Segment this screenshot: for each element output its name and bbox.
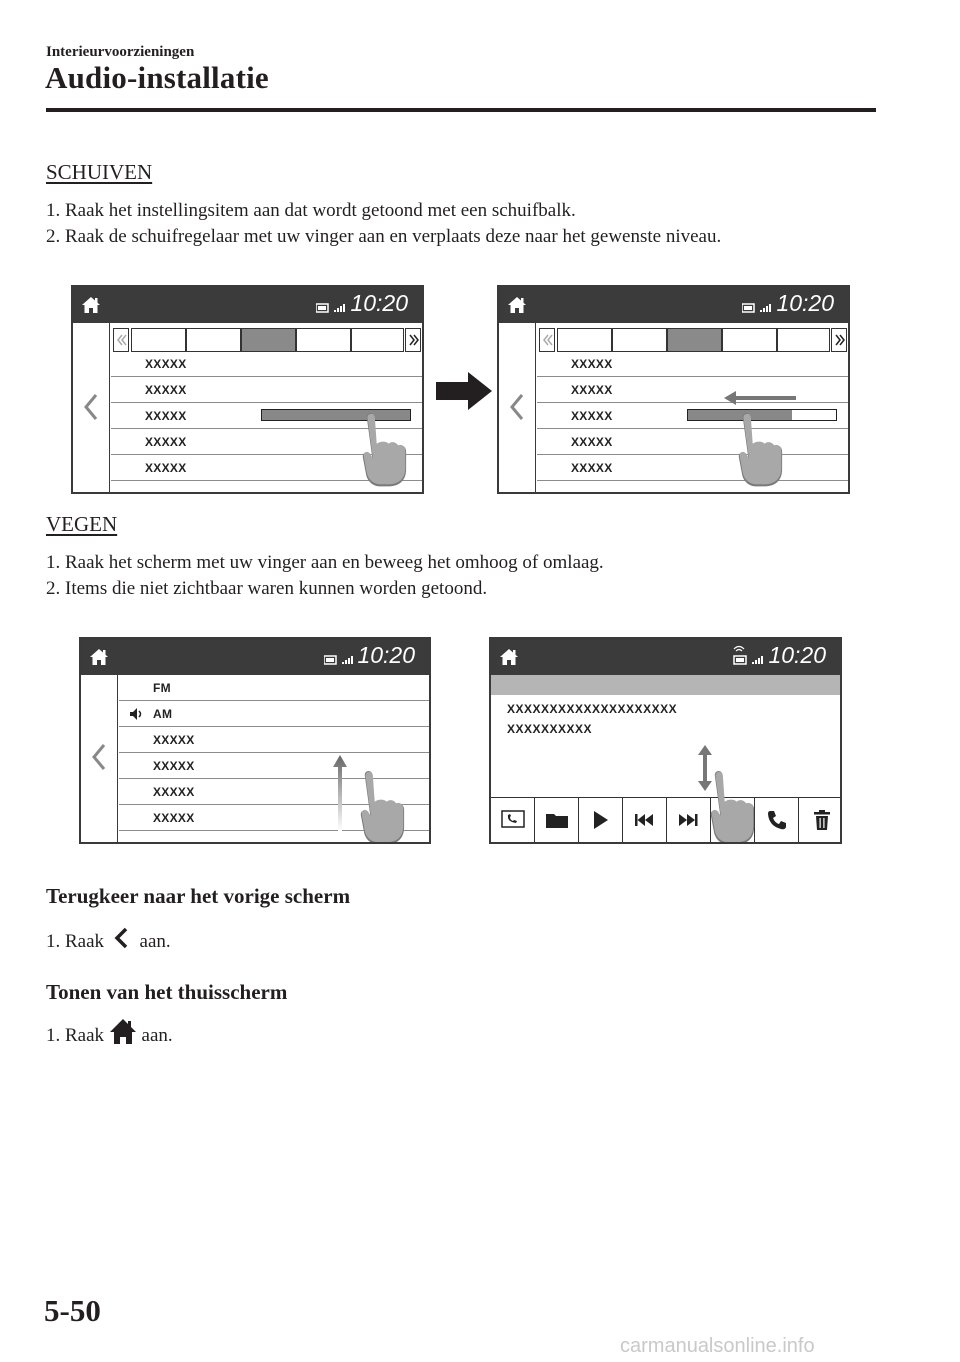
tab[interactable] bbox=[351, 328, 404, 352]
terugkeer-heading: Terugkeer naar het vorige scherm bbox=[46, 884, 351, 908]
delete-button[interactable] bbox=[799, 798, 842, 842]
tab[interactable] bbox=[186, 328, 241, 352]
signal-icon bbox=[342, 656, 353, 664]
list-item[interactable]: XXXXX bbox=[111, 351, 422, 377]
terugkeer-step: 1. Raak aan. bbox=[46, 925, 171, 953]
thuis-heading: Tonen van het thuisscherm bbox=[46, 980, 288, 1004]
folder-button[interactable] bbox=[535, 798, 579, 842]
tab-selected[interactable] bbox=[667, 328, 722, 352]
status-bar bbox=[81, 639, 429, 675]
play-icon bbox=[594, 811, 608, 829]
clock: 10:20 bbox=[776, 290, 834, 316]
tab[interactable] bbox=[722, 328, 777, 352]
section-label: Interieurvoorzieningen bbox=[46, 44, 195, 60]
phone-list-button[interactable] bbox=[491, 798, 535, 842]
list-item[interactable]: XXXXX bbox=[111, 429, 422, 455]
list-item[interactable]: XXXXX bbox=[111, 455, 422, 481]
swipe-list-screen bbox=[79, 637, 431, 844]
call-icon bbox=[767, 810, 787, 830]
list-item[interactable]: XXXXX bbox=[119, 805, 429, 831]
message-line-2: XXXXXXXXXX bbox=[507, 722, 593, 736]
status-bar bbox=[73, 287, 422, 323]
tab[interactable] bbox=[557, 328, 612, 352]
back-chevron-icon bbox=[109, 925, 135, 951]
clock: 10:20 bbox=[357, 642, 415, 668]
tab-next-icon[interactable] bbox=[405, 328, 421, 352]
slider-screen-before bbox=[71, 285, 424, 494]
trash-icon bbox=[814, 810, 830, 830]
previous-track-button[interactable] bbox=[623, 798, 667, 842]
home-icon[interactable] bbox=[81, 295, 101, 315]
vegen-heading: VEGEN bbox=[46, 512, 118, 536]
finger-hand-icon bbox=[709, 767, 757, 844]
arrow-right-icon bbox=[436, 372, 494, 410]
home-icon bbox=[109, 1017, 137, 1045]
vegen-step-2: 2. Items die niet zichtbaar waren kunnen worden getoond. bbox=[46, 578, 488, 599]
finger-hand-icon bbox=[359, 767, 407, 844]
tab[interactable] bbox=[612, 328, 667, 352]
header-divider bbox=[46, 108, 876, 112]
play-button[interactable] bbox=[579, 798, 623, 842]
swipe-up-arrow-icon bbox=[333, 755, 347, 831]
list-item-slider[interactable]: XXXXX bbox=[111, 403, 422, 429]
list-item[interactable]: XXXXX bbox=[537, 351, 848, 377]
signal-icon bbox=[752, 656, 763, 664]
signal-icon bbox=[760, 304, 771, 312]
finger-hand-icon bbox=[361, 409, 409, 487]
message-header-bar bbox=[491, 675, 840, 695]
clock: 10:20 bbox=[768, 642, 826, 668]
message-toolbar bbox=[491, 797, 840, 842]
previous-track-icon bbox=[635, 814, 655, 826]
signal-icon bbox=[334, 304, 345, 312]
message-line-1: XXXXXXXXXXXXXXXXXXXX bbox=[507, 702, 678, 716]
list-item[interactable]: FM bbox=[119, 675, 429, 701]
status-bar bbox=[491, 639, 840, 675]
schuiven-heading: SCHUIVEN bbox=[46, 160, 153, 184]
list-item[interactable]: XXXXX bbox=[119, 753, 429, 779]
schuiven-step-2: 2. Raak de schuifregelaar met uw vinger aan en verplaats deze naar het gewenste niveau. bbox=[46, 226, 722, 247]
tab-prev-icon[interactable] bbox=[113, 328, 129, 352]
tab[interactable] bbox=[131, 328, 186, 352]
tab-prev-icon[interactable] bbox=[539, 328, 555, 352]
tab[interactable] bbox=[296, 328, 351, 352]
clock: 10:20 bbox=[350, 290, 408, 316]
tab-next-icon[interactable] bbox=[831, 328, 847, 352]
schuiven-step-1: 1. Raak het instellingsitem aan dat wordt getoond met een schuifbalk. bbox=[46, 200, 576, 221]
phone-list-icon bbox=[501, 810, 525, 830]
next-track-button[interactable] bbox=[667, 798, 711, 842]
home-icon[interactable] bbox=[507, 295, 527, 315]
folder-icon bbox=[546, 812, 568, 828]
finger-hand-icon bbox=[737, 409, 785, 487]
list-item[interactable]: XXXXX bbox=[111, 377, 422, 403]
home-icon[interactable] bbox=[89, 647, 109, 667]
tab[interactable] bbox=[777, 328, 830, 352]
home-icon[interactable] bbox=[499, 647, 519, 667]
status-bar bbox=[499, 287, 848, 323]
swipe-message-screen bbox=[489, 637, 842, 844]
speaker-icon bbox=[129, 707, 145, 721]
back-sidebar[interactable] bbox=[81, 675, 118, 842]
wifi-icon bbox=[734, 647, 744, 652]
slider-screen-after bbox=[497, 285, 850, 494]
back-chevron-icon[interactable] bbox=[91, 743, 107, 771]
tab-bar bbox=[113, 328, 423, 352]
watermark: carmanualsonline.info bbox=[620, 1335, 815, 1357]
call-button[interactable] bbox=[755, 798, 799, 842]
vegen-step-1: 1. Raak het scherm met uw vinger aan en beweeg het omhoog of omlaag. bbox=[46, 552, 604, 573]
back-sidebar[interactable] bbox=[499, 323, 536, 492]
thuis-step: 1. Raak aan. bbox=[46, 1017, 173, 1047]
list-item[interactable]: XXXXX bbox=[119, 727, 429, 753]
back-chevron-icon[interactable] bbox=[83, 393, 99, 421]
list-item-active[interactable]: AM bbox=[119, 701, 429, 727]
tab-bar bbox=[539, 328, 849, 352]
list-item[interactable]: XXXXX bbox=[119, 779, 429, 805]
back-sidebar[interactable] bbox=[73, 323, 110, 492]
list-item[interactable]: XXXXX bbox=[537, 429, 848, 455]
list-item-slider[interactable]: XXXXX bbox=[537, 403, 848, 429]
back-chevron-icon[interactable] bbox=[509, 393, 525, 421]
list-item[interactable]: XXXXX bbox=[537, 377, 848, 403]
page-title: Audio-installatie bbox=[45, 60, 269, 95]
slide-left-arrow-icon bbox=[724, 391, 798, 405]
list-item[interactable]: XXXXX bbox=[537, 455, 848, 481]
next-track-icon bbox=[679, 814, 699, 826]
tab-selected[interactable] bbox=[241, 328, 296, 352]
page-number: 5-50 bbox=[44, 1293, 101, 1328]
